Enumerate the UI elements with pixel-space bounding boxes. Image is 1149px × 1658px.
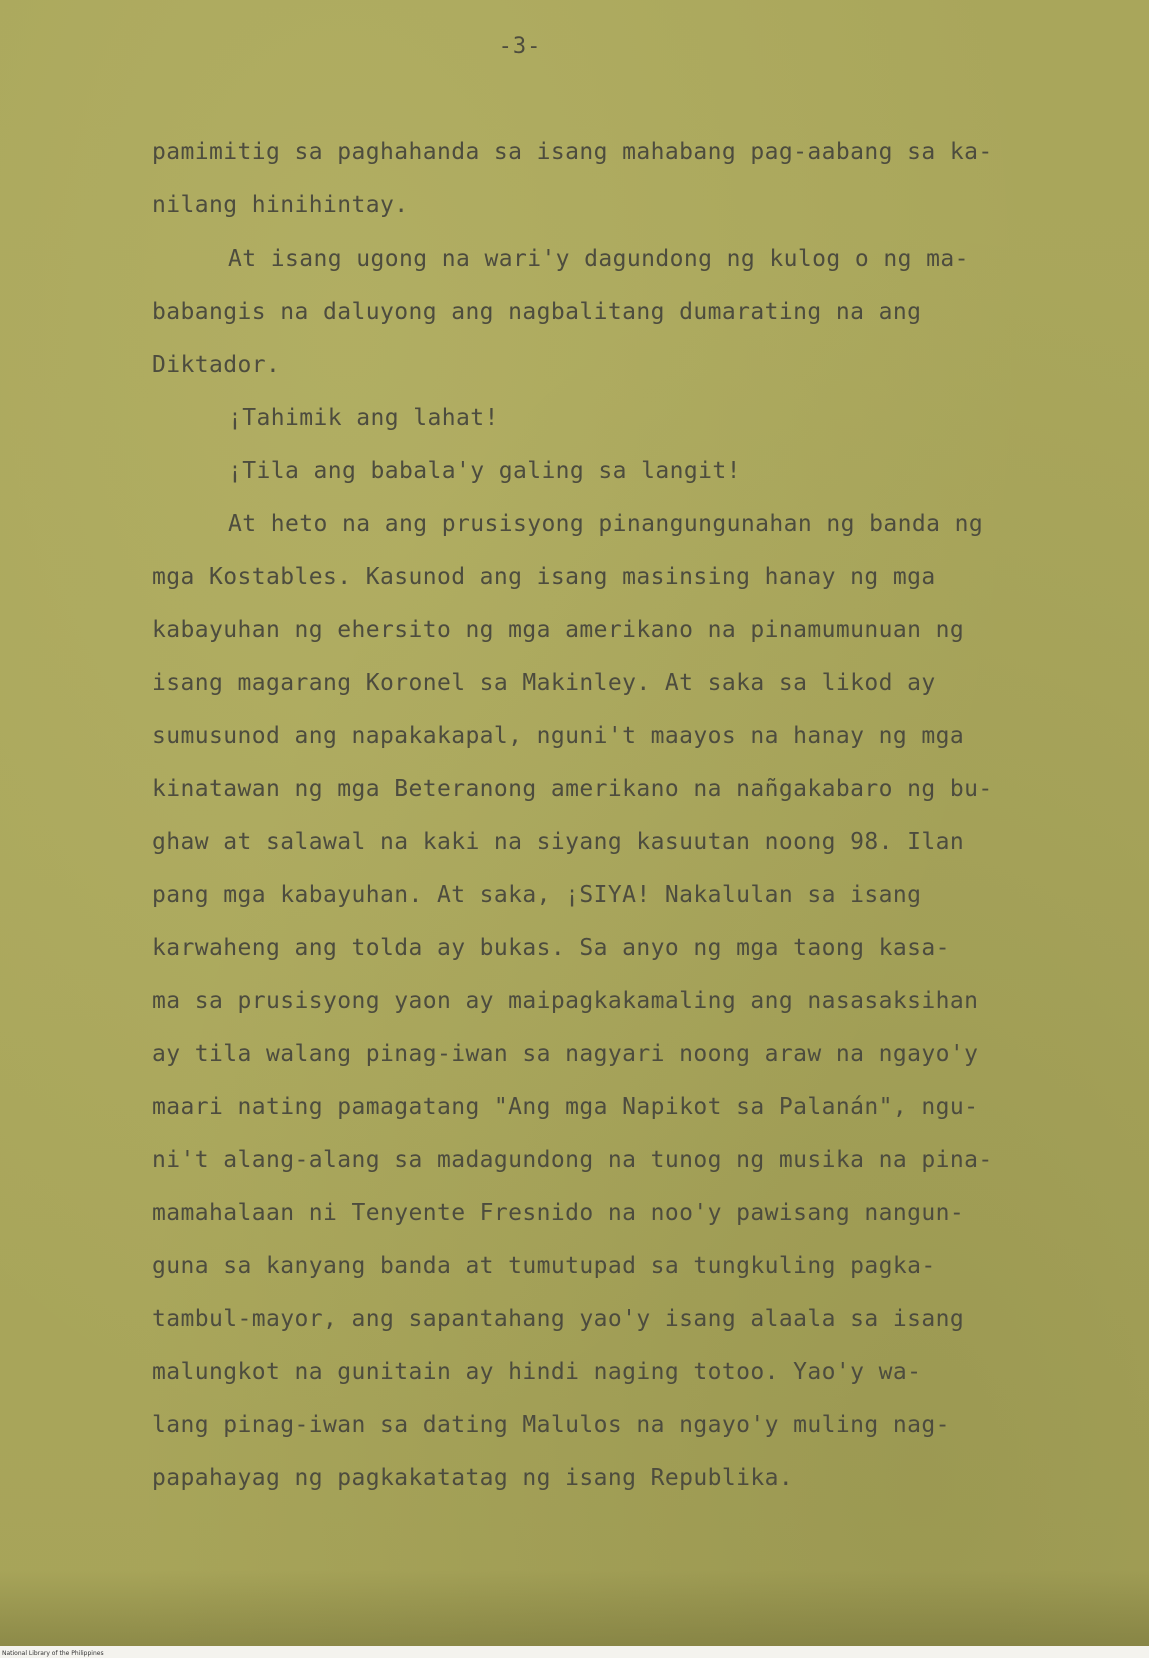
text-line: kinatawan ng mga Beteranong amerikano na nañgakabaro ng bu- <box>152 776 993 802</box>
text-line: karwaheng ang tolda ay bukas. Sa anyo ng mga taong kasa- <box>152 935 950 961</box>
page-number: -3- <box>498 34 542 59</box>
text-line: At isang ugong na wari'y dagundong ng kulog o ng ma- <box>228 246 969 272</box>
page-bottom-shadow <box>0 1570 1149 1648</box>
text-line: ¡Tila ang babala'y galing sa langit! <box>228 458 741 484</box>
text-line: nilang hinihintay. <box>152 192 409 218</box>
text-line: ghaw at salawal na kaki na siyang kasuutan noong 98. Ilan <box>152 829 965 855</box>
text-line: Diktador. <box>152 352 281 378</box>
text-line: pang mga kabayuhan. At saka, ¡SIYA! Nakalulan sa isang <box>152 882 922 908</box>
text-line: mga Kostables. Kasunod ang isang masinsing hanay ng mga <box>152 564 936 590</box>
text-line: tambul-mayor, ang sapantahang yao'y isang alaala sa isang <box>152 1306 965 1332</box>
footer-strip <box>0 1646 1149 1658</box>
text-line: mamahalaan ni Tenyente Fresnido na noo'y pawisang nangun- <box>152 1200 965 1226</box>
text-line: ma sa prusisyong yaon ay maipagkakamaling ang nasasaksihan <box>152 988 979 1014</box>
library-credit: National Library of the Philippines <box>2 1650 104 1657</box>
text-line: malungkot na gunitain ay hindi naging totoo. Yao'y wa- <box>152 1359 922 1385</box>
text-line: ay tila walang pinag-iwan sa nagyari noong araw na ngayo'y <box>152 1041 979 1067</box>
text-line: maari nating pamagatang "Ang mga Napikot sa Palanán", ngu- <box>152 1094 979 1120</box>
text-line: lang pinag-iwan sa dating Malulos na ngayo'y muling nag- <box>152 1412 950 1438</box>
text-line: isang magarang Koronel sa Makinley. At saka sa likod ay <box>152 670 936 696</box>
text-line: kabayuhan ng ehersito ng mga amerikano na pinamumunuan ng <box>152 617 965 643</box>
text-line: babangis na daluyong ang nagbalitang dumarating na ang <box>152 299 922 325</box>
text-line: pamimitig sa paghahanda sa isang mahabang pag-aabang sa ka- <box>152 139 993 165</box>
text-line: sumusunod ang napakakapal, nguni't maayos na hanay ng mga <box>152 723 965 749</box>
text-line: At heto na ang prusisyong pinangungunahan ng banda ng <box>228 511 984 537</box>
text-line: ¡Tahimik ang lahat! <box>228 405 499 431</box>
text-line: ni't alang-alang sa madagundong na tunog ng musika na pina- <box>152 1147 993 1173</box>
text-line: papahayag ng pagkakatatag ng isang Republika. <box>152 1465 794 1491</box>
text-line: guna sa kanyang banda at tumutupad sa tungkuling pagka- <box>152 1253 936 1279</box>
